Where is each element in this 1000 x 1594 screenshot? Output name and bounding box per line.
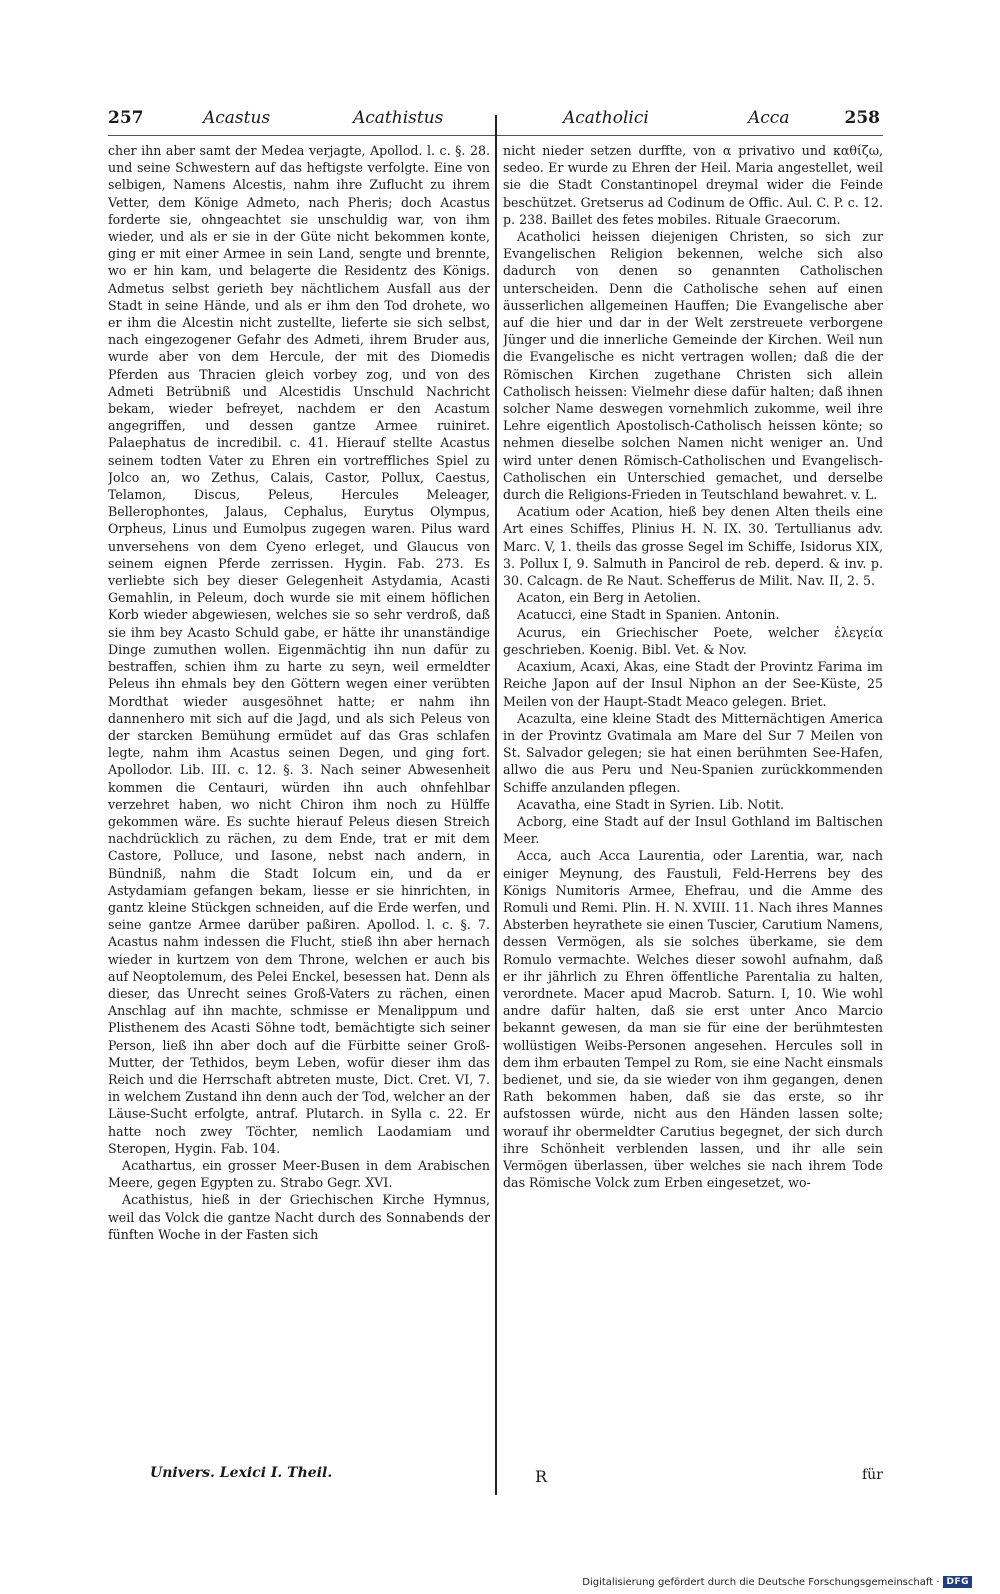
catchword: für [862, 1467, 883, 1483]
left-column [108, 142, 490, 1487]
entry-acastus-continued: cher ihn aber samt der Medea verjagte, Apollod. l. c. §. 28. und seine Schwestern auf das heftigste verfolgte. Eine von selbigen, Namens Alcestis, nahm ihre Zuflucht zu ihrem Vetter, dem Könige Admeto, nach Pheris; doch Acastus forderte sie, ohngeachtet sie unschuldig war, von ihm wieder, und als er sie in der Güte nicht bekommen konte, ging er mit einer Armee in sein Land, sengte und brennte, wo er hin kam, und belagerte die Residentz des Königs. Admetus selbst gerieth bey nächtlichem Ausfall aus der Stadt in seine Hände, und als er ihm den Tod drohete, wo er ihm die Alcestin nicht zustellte, lieferte sie sich selbst, nach eingezogener Gefahr des Admeti, ihrem Bruder aus, wurde aber von dem Hercule, der mit des Diomedis Pferden aus Thracien gleich vorbey zog, und von des Admeti Betrübniß und Alcestidis Unschuld Nachricht bekam, wieder befreyet, nachdem er den Acastum angegriffen, und dessen gantze Armee ruiniret. Palaephatus de incredibil. c. 41. Hierauf stellte Acastus seinem todten Vater zu Ehren ein vortreffliches Spiel zu Jolco an, wo Zethus, Calais, Castor, Pollux, Caestus, Telamon, Discus, Peleus, Hercules Meleager, Bellerophontes, Jalaus, Cephalus, Eurytus Olympus, Orpheus, Linus und Eumolpus zugegen waren. Pilus ward unversehens von dem Cyeno erleget, und Glaucus von seinem eignen Pferde zerrissen. Hygin. Fab. 273. Es verliebte sich bey dieser Gelegenheit Astydamia, Acasti Gemahlin, in Peleum, doch wurde sie mit einem höflichen Korb wieder abgewiesen, welches sie so sehr verdroß, daß sie ihm bey Acasto Schuld gabe, er hätte ihr unanständige Dinge zumuthen wollen. Eigenmächtig ihn nun dafür zu bestraffen, schien ihm zu harte zu seyn, weil ermeldter Peleus ihn ehmals bey den Göttern wegen einer verübten Mordthat wieder ausgesöhnet hatte; er nahm ihn dannenhero mit sich auf die Jagd, und als sich Peleus von der starcken Bemühung ermüdet auf das Gras schlafen legte, nahm ihm Acastus seinen Degen, und ging fort. Apollodor. Lib. III. c. 12. §. 3. Nach seiner Abwesenheit kommen die Centauri, würden ihn auch ohnfehlbar verzehret haben, wo nicht Chiron ihm noch zu Hülffe gekommen wäre. Es suchte hierauf Peleus diesen Streich nachdrücklich zu rächen, zu dem Ende, trat er mit dem Castore, Polluce, und Iasone, nebst nach andern, in Bündniß, nahm die Stadt Iolcum ein, und da er Astydamiam gefangen bekam, liesse er sie hinrichten, in gantz kleine Stückgen schneiden, auf die Erde werfen, und seine gantze Armee darüber paßiren. Apollod. l. c. §. 7. Acastus nahm indessen die Flucht, stieß ihn aber hernach wieder in kurtzem von dem Throne, welchen er auch bis auf Neoptolemum, des Pelei Enckel, besessen hat. Denn als dieser, das Unrecht seines Groß-Vaters zu rächen, einen Anschlag auf ihn machte, schmisse er Menalippum und Plisthenem des Acasti Söhne todt, bemächtigte sich seiner Person, ließ ihn aber doch auf die Fürbitte seiner Groß-Mutter, der Tethidos, beym Leben, wofür dieser ihm das Reich und die Herrschaft abtreten muste, Dict. Cret. VI, 7. in welchem Zustand ihn denn auch der Tod, welcher an der Läuse-Sucht erfolgte, antraf. Plutarch. in Sylla c. 22. Er hatte noch zwey Töchter, nemlich Laodamiam und Steropen, Hygin. Fab. 104. [108, 143, 490, 1156]
signature-line: Univers. Lexici I. Theil. [150, 1465, 333, 1481]
headword-acatholici: Acatholici [563, 108, 649, 128]
right-column [503, 142, 883, 1487]
page-number-left: 257 [108, 108, 144, 128]
signature-mark: R [535, 1467, 548, 1486]
entry-acathartus: Acathartus, ein grosser Meer-Busen in dem Arabischen Meere, gegen Egypten zu. Strabo Gegr. XVI. [108, 1157, 490, 1191]
entry-acazulta: Acazulta, eine kleine Stadt des Mitternächtigen America in der Provintz Gvatimala am Mare del Sur 7 Meilen von St. Salvador gelegen; sie hat einen berühmten See-Hafen, allwo die aus Peru und Neu-Spanien zurückkommenden Schiffe anzulanden pflegen. [503, 710, 883, 795]
dfg-logo: DFG [943, 1576, 972, 1588]
entry-acatium: Acatium oder Acation, hieß bey denen Alten theils eine Art eines Schiffes, Plinius H. N. IX. 30. Tertullianus adv. Marc. V, 1. theils das grosse Segel im Schiffe, Isidorus XIX, 3. Pollux I, 9. Salmuth in Pancirol de reb. deperd. & inv. p. 30. Calcagn. de Re Naut. Schefferus de Milit. Nav. II, 2. 5. [503, 504, 883, 589]
entry-acatucci: Acatucci, eine Stadt in Spanien. Antonin. [517, 607, 780, 623]
entry-acborg: Acborg, eine Stadt auf der Insul Gothland im Baltischen Meer. [503, 813, 883, 847]
headword-acathistus: Acathistus [353, 108, 444, 128]
headword-acastus: Acastus [203, 108, 271, 128]
entry-acca: Acca, auch Acca Laurentia, oder Larentia, war, nach einiger Meynung, des Faustuli, Feld-Herrens bey des Königs Numitoris Armee, Ehefrau, und die Amme des Romuli und Remi. Plin. H. N. XVIII. 11. Nach ihres Mannes Absterben heyrathete sie einen Tuscier, Carutium Namens, dessen Vermögen, als sie solches überkame, sie dem Romulo vermachte. Welches dieser sowohl aufnahm, daß er ihr jährlich zu Ehren öffentliche Parentalia zu halten, verordnete. Macer apud Macrob. Saturn. I, 10. Wie wohl andre dafür halten, daß sie erst unter Anco Marcio bekannt gewesen, da man sie für eine der berühmtesten wollüstigen Weibs-Personen angesehen. Hercules soll in dem ihm erbauten Tempel zu Rom, sie eine Nacht einsmals bedienet, und sie, da sie wieder von ihm gegangen, denen Rath bekommen haben, daß sie das erste, so ihr aufstossen würde, nicht aus den Händen lassen solte; worauf ihr obermeldter Carutius begegnet, der sich durch ihre Schönheit verblenden lassen, und ihr alle sein Vermögen überlassen, über welches sie nach ihrem Tode das Römische Volck zum Erben eingesetzet, wo- [503, 848, 883, 1191]
entry-acurus: Acurus, ein Griechischer Poete, welcher ἐλεγεία geschrieben. Koenig. Bibl. Vet. & Nov. [503, 624, 883, 657]
digitization-footer [582, 1574, 972, 1590]
entry-acathistus: Acathistus, hieß in der Griechischen Kirche Hymnus, weil das Volck die gantze Nacht durch des Sonnabends der fünften Woche in der Fasten sich [108, 1192, 490, 1242]
page-number-right: 258 [844, 108, 880, 128]
entry-acavatha: Acavatha, eine Stadt in Syrien. Lib. Notit. [517, 796, 785, 812]
headword-acca: Acca [748, 108, 790, 128]
entry-acaton: Acaton, ein Berg in Aetolien. [517, 590, 701, 606]
entry-acathistus-continued: nicht nieder setzen durffte, von α privativo und καθίζω, sedeo. Er wurde zu Ehren der Heil. Maria angestellet, weil sie die Stadt Constantinopel dreymal wider die Feinde beschützet. Gretserus ad Codinum de Offic. Aul. C. P. c. 12. p. 238. Baillet des fetes mobiles. Rituale Graecorum. [503, 143, 883, 227]
running-header [108, 108, 880, 136]
entry-acatholici: Acatholici heissen diejenigen Christen, so sich zur Evangelischen Religion bekennen, welche sich also dadurch von denen so genannten Catholischen unterscheiden. Denn die Catholische sehen auf einen äusserlichen allgemeinen Hauffen; Die Evangelische aber auf die hier und dar in der Welt zerstreuete verborgene Jünger und die innerliche Gemeinde der Kirchen. Weil nun die Evangelische es nicht vertragen wollen; daß die der Römischen Kirchen zugethane Christen sich allein Catholisch heissen: Vielmehr diese dafür halten; daß ihnen solcher Name deswegen vornehmlich zukomme, weil ihre Lehre eigentlich Apostolisch-Catholisch heissen könte; so nehmen dieselbe solchen Namen nicht weniger an. Und wird unter denen Römisch-Catholischen und Evangelisch-Catholischen ein Unterschied gemachet, und derselbe durch die Religions-Frieden in Teutschland bewahret. v. L. [503, 229, 883, 503]
footer-text: Digitalisierung gefördert durch die Deutsche Forschungsgemeinschaft · [582, 1576, 940, 1588]
column-divider [495, 115, 497, 1495]
entry-acaxium: Acaxium, Acaxi, Akas, eine Stadt der Provintz Farima im Reiche Japon auf der Insul Niphon an der See-Küste, 25 Meilen von der Haupt-Stadt Meaco gelegen. Briet. [503, 659, 883, 709]
